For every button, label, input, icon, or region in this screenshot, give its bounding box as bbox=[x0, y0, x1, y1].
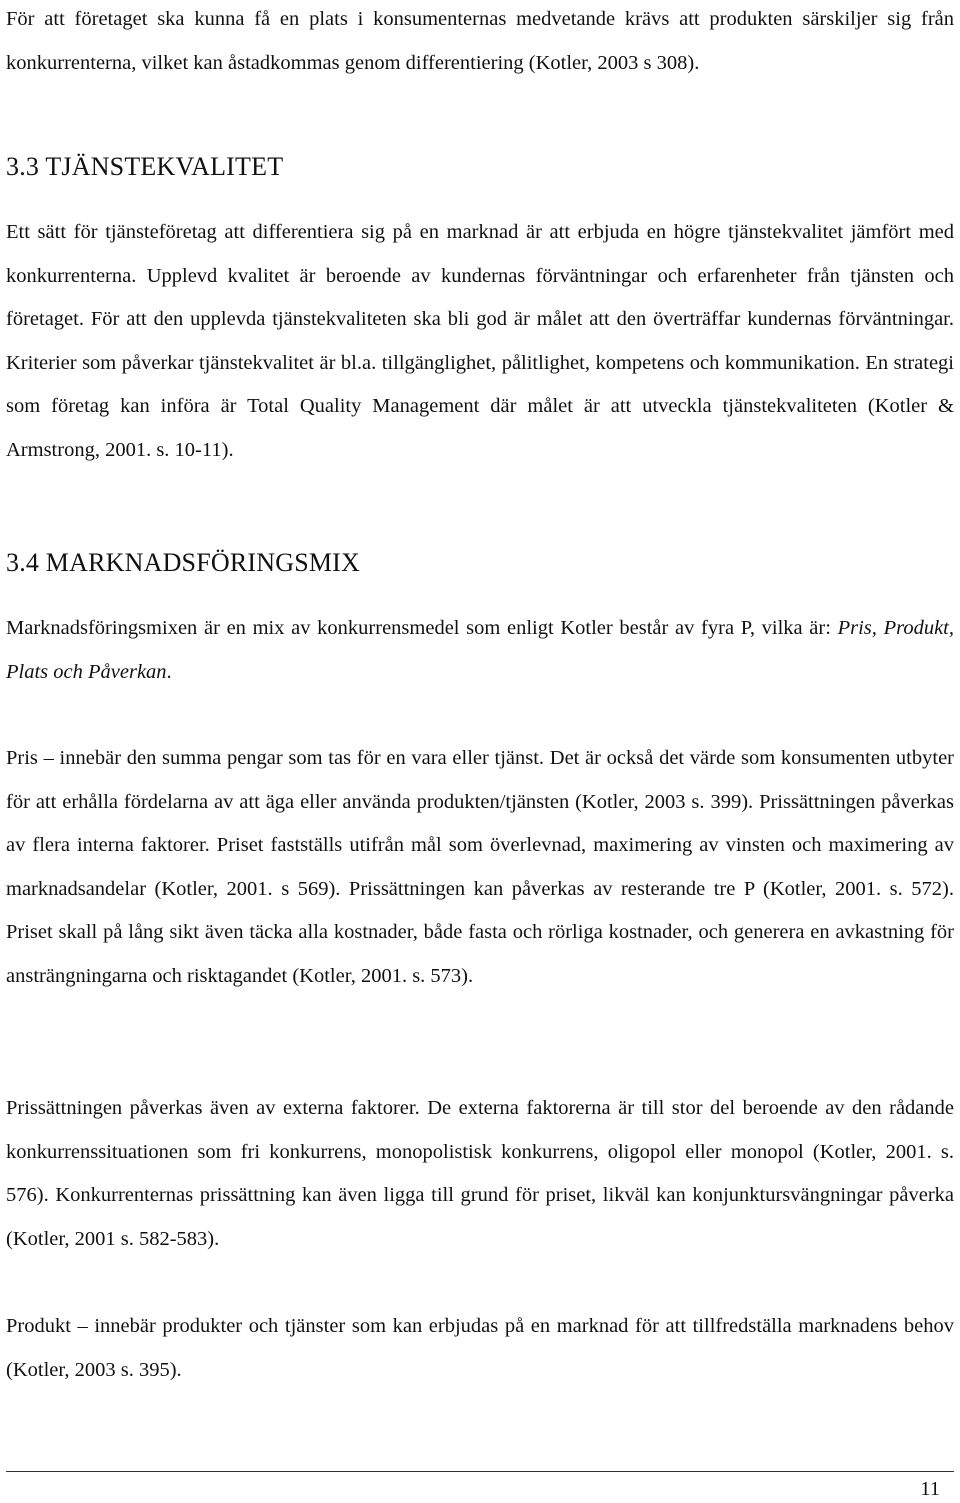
section-3-3-paragraph: Ett sätt för tjänsteföretag att differentiera sig på en marknad är att erbjuda en högre tjänstekvalitet jämfört med konkurrenterna. Upplevd kvalitet är beroende av kundernas förväntningar och erfarenheter från tjänsten och företaget. För att den upplevda tjänstekvaliteten ska bli god är målet att den överträffar kundernas förväntningar. Kriterier som påverkar tjänstekvalitet är bl.a. tillgänglighet, pålitlighet, kompetens och kommunikation. En strategi som företag kan införa är Total Quality Management där målet är att utveckla tjänstekvaliteten (Kotler & Armstrong, 2001. s. 10-11). bbox=[6, 221, 954, 461]
intro-paragraph: För att företaget ska kunna få en plats i konsumenternas medvetande krävs att produkten särskiljer sig från konkurrenterna, vilket kan åstadkommas genom differentiering (Kotler, 2003 s 308). bbox=[6, 8, 954, 74]
mix-intro-end: . bbox=[166, 660, 172, 683]
mix-intro-text: Marknadsföringsmixen är en mix av konkurrensmedel som enligt Kotler består av fyra P, vilka är: bbox=[6, 617, 838, 639]
external-factors-paragraph: Prissättningen påverkas även av externa faktorer. De externa faktorerna är till stor del beroende av den rådande konkurrenssituationen som fri konkurrens, monopolistisk konkurrens, oligopol eller monopol (Kotler, 2001. s. 576). Konkurrenternas prissättning kan även ligga till grund för priset, likväl kan konjunktursvängningar påverka (Kotler, 2001 s. 582-583). bbox=[6, 1097, 954, 1250]
section-3-4-heading: 3.4 MARKNADSFÖRINGSMIX bbox=[6, 548, 361, 577]
section-3-3-heading: 3.3 TJÄNSTEKVALITET bbox=[6, 152, 284, 181]
pris-paragraph: Pris – innebär den summa pengar som tas för en vara eller tjänst. Det är också det värde som konsumenten utbyter för att erhålla fördelarna av att äga eller använda produkten/tjänsten (Kotler, 2003 s. 399). Prissättningen påverkas av flera interna faktorer. Priset fastställs utifrån mål som överlevnad, maximering av vinsten och maximering av marknadsandelar (Kotler, 2001. s 569). Prissättningen kan påverkas av resterande tre P (Kotler, 2001. s. 572). Priset skall på lång sikt även täcka alla kostnader, både fasta och rörliga kostnader, och generera en avkastning för ansträngningarna och risktagandet (Kotler, 2001. s. 573). bbox=[6, 747, 954, 987]
marknadsforingsmix-paragraph bbox=[6, 607, 954, 694]
footer-rule bbox=[6, 1471, 954, 1472]
page-number: 11 bbox=[920, 1478, 940, 1500]
four-p-list: Pris, Produkt, Plats och Påverkan bbox=[6, 617, 954, 683]
produkt-paragraph: Produkt – innebär produkter och tjänster som kan erbjudas på en marknad för att tillfredställa marknadens behov (Kotler, 2003 s. 395). bbox=[6, 1315, 954, 1381]
